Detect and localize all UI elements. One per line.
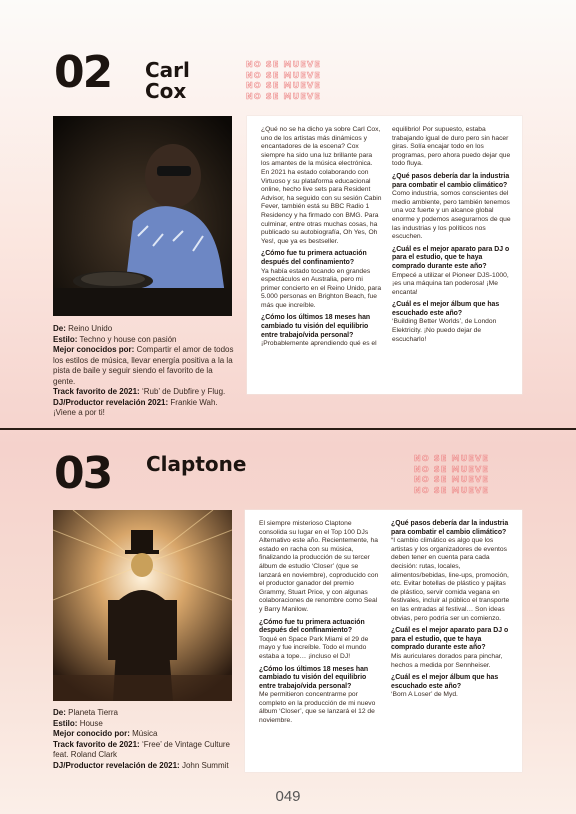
answer: ‘Building Better Worlds’, de London Elektricity. ¡No puedo dejar de escucharlo! (392, 318, 497, 343)
artist-caption: De: Planeta Tierra Estilo: House Mejor conocido por: Música Track favorito de 2021: ‘Free’ de Vintage Culture feat. Roland Clark DJ/Productor revelación de 2021: John Summit (53, 708, 231, 770)
question: ¿Qué pasos debería dar la industria para combatir el cambio climático? (392, 172, 510, 189)
artist-caption: De: Reino Unido Estilo: Techno y house con pasión Mejor conocidos por: Compartir el amor de todos los estilos de música, llevar energía positiva a la la pista de baile y seguir siendo el favorito de la gente. Track favorito de 2021: ‘Rub’ de Dubfire y Flug. DJ/Productor revelación 2021: Frankie Wah. ¡Viene a por ti! (53, 324, 234, 417)
interview-card (245, 510, 522, 772)
intro-text: El siempre misterioso Claptone consolida su lugar en el Top 100 DJs Alternativo este año. Recientemente, ha estado en racha con su música, finalizando la producción de su tercer álbum de estudio ‘Closer’ (que se lanzará en noviembre), coproducido con el productor ganador del premio Grammy, Stuart Price, y con algunas colaboraciones de renombre como Seal y Barry Manilow. (259, 520, 379, 613)
interview-column-2 (391, 520, 513, 764)
intro-text: ¿Qué no se ha dicho ya sobre Carl Cox, uno de los artistas más dinámicos y encantadores de la escena? Cox siempre ha sido una luz brillante para los amantes de la música electrónica. En 2021 ha estado colaborando con Virtuoso y su plataforma educacional online, hecho live sets para Resident Advisor, ha seguido con su sesión Cabin Fever, también está su BBC Radio 1 Residency y ha firmado con BMG. Para culminar, entre otras muchas cosas, ha publicado su autobiografía, Oh Yes, Oh Yes!, que ya es bestseller. (261, 126, 382, 245)
answer: ¡Probablemente aprendiendo qué es el (261, 340, 377, 348)
interview-column-1 (259, 520, 381, 764)
artist-name: Claptone (146, 452, 247, 476)
page-number: 049 (275, 788, 301, 805)
question: ¿Cómo fue tu primera actuación después del confinamiento? (261, 250, 367, 266)
stamp-no-se-mueve: NO SE MUEVE NO SE MUEVE NO SE MUEVE NO SE MUEVE (246, 60, 322, 101)
stamp-no-se-mueve: NO SE MUEVE NO SE MUEVE NO SE MUEVE NO SE MUEVE (414, 454, 490, 495)
question: ¿Cuál es el mejor álbum que has escuchado este año? (392, 301, 500, 317)
answer: Me permitieron concentrarme por completo en la producción de mi nuevo álbum ‘Closer’, que se lanzará el 12 de noviembre. (259, 691, 376, 725)
artist-name-line2: Cox (145, 79, 187, 103)
question: ¿Cómo los últimos 18 meses han cambiado tu visión del equilibrio entre trabajo/vida personal? (259, 665, 369, 690)
answer: equilibrio! Por supuesto, estaba trabajando igual de duro pero sin hacer giras. Solía encajar todo en los programas, pero ahora puedo dejar que todo fluya. (392, 126, 511, 168)
answer: Mis auriculares dorados para pinchar, hechos a medida por Sennheiser. (391, 652, 503, 669)
answer: Toqué en Space Park Miami el 29 de mayo y fue increíble. Todo el mundo estaba a tope… ¡incluso el DJ! (259, 635, 369, 660)
answer: Empecé a utilizar el Pioneer DJS-1000, ¡es una máquina tan poderosa! ¡Me encanta! (392, 271, 509, 296)
answer: Como industria, somos conscientes del medio ambiente, pero también tenemos una voz fuerte y un alcance global enorme y podemos asegurarnos de que las industrias y los políticos nos escuchen. (392, 190, 511, 241)
artist-photo (53, 116, 232, 316)
artist-section-claptone (0, 430, 576, 814)
question: ¿Cómo fue tu primera actuación después del confinamiento? (259, 618, 365, 635)
interview-column-2 (392, 126, 513, 386)
rank-number: 02 (54, 47, 112, 98)
question: ¿Cuál es el mejor aparato para DJ o para el estudio, que te haya comprado durante este año? (392, 245, 510, 270)
question: ¿Cómo los últimos 18 meses han cambiado tu visión del equilibrio entre trabajo/vida personal? (261, 314, 371, 339)
artist-photo (53, 510, 232, 701)
answer: Ya había estado tocando en grandes espectáculos en Australia, pero mi primer concierto en el Reino Unido, para 5.000 personas en Brighton Beach, fue más que increíble. (261, 267, 382, 309)
question: ¿Cuál es el mejor aparato para DJ o para el estudio, que te haya comprado durante este año? (391, 627, 509, 652)
artist-name-line1: Carl (145, 58, 190, 82)
interview-column-1 (261, 126, 382, 386)
answer: “I cambio climático es algo que los artistas y los organizadores de eventos deben tener en cuenta para cada decisión: rutas, locales, alimentos/bebidas, line-ups, promoción, etc. Evitar botellas de plástico y pajitas de plástico, servir comida vegana en festivales, incluir al público el transporte en las entradas al festival… Son ideas obvias, pero podría ser un comienzo. (391, 537, 510, 622)
question: ¿Qué pasos debería dar la industria para combatir el cambio climático? (391, 520, 509, 536)
rank-number: 03 (54, 448, 112, 499)
interview-card (247, 116, 522, 394)
question: ¿Cuál es el mejor álbum que has escuchado este año? (391, 674, 499, 690)
answer: ‘Born A Loser’ de Myd. (391, 691, 458, 699)
